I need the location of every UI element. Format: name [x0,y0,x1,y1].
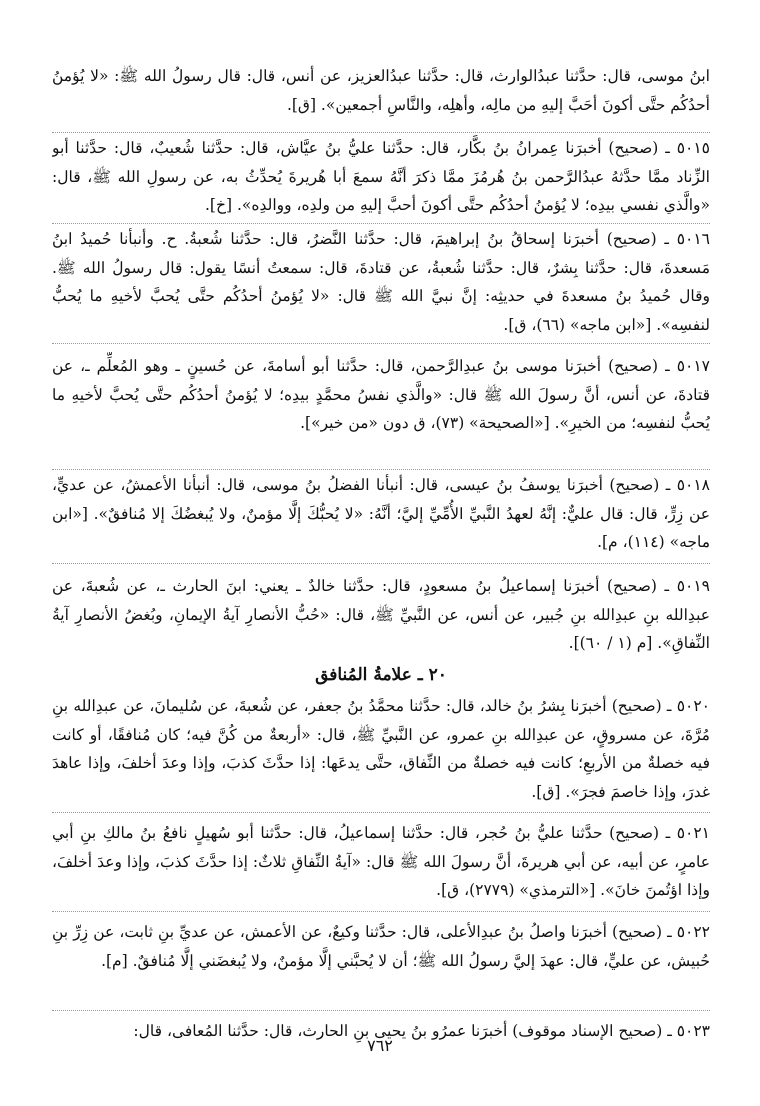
divider [52,812,710,813]
hadith-5018: ٥٠١٨ ـ (صحيح) أخبرَنا يوسفُ بنُ عيسى، قال: أنبأنا الفضلُ بنُ موسى، قال: أنبأنا الأعمشُ، عن عديٍّ، عن زِرٍّ، قال: قال عليٌّ: إنَّهُ لعهدُ النَّبيِّ الأُمِّيِّ إليَّ؛ أنَّهُ: «لا يُحبُّكَ إلَّا مؤمنٌ، ولا يُبغضُكَ إلا مُنافقٌ». [«ابن ماجه» (١١٤)، م]. [52,476,710,552]
hadith-5016: ٥٠١٦ ـ (صحيح) أخبرَنا إسحاقُ بنُ إبراهيمَ، قال: حدَّثنا النَّضرُ، قال: حدَّثنا شُعبةُ. ح. وأنبأنا حُميدُ ابنُ مَسعدةَ، قال: حدَّثنا بِشرٌ، قال: حدَّثنا شُعبةُ، عن قتادةَ، قال: سمعتُ أنسًا يقول: قال رسولُ الله ﷺ. وقال حُميدُ بنُ مسعدةَ في حديثِه: إنَّ نبيَّ الله ﷺ قال: «لا يُؤمنُ أحدُكُم حتَّى يُحبَّ لأخيهِ ما يُحبُّ لنفسِه». [«ابن ماجه» (٦٦)، ق]. [52,230,710,334]
chapter-heading: ٢٠ ـ علامةُ المُنافق [315,665,447,685]
hadith-5017: ٥٠١٧ ـ (صحيح) أخبرَنا موسى بنُ عبدِالرَّحمن، قال: حدَّثنا أبو أسامةَ، عن حُسينٍ ـ وهو المُعلِّم ـ، عن قتادةَ، عن أنس، أنَّ رسولَ الله ﷺ قال: «والَّذي نفسُ محمَّدٍ بيدِه؛ لا يُؤمنُ أحدُكُم حتَّى يُحبَّ لأخيهِ ما يُحبُّ لنفسِه؛ من الخيرِ». [«الصحيحة» (٧٣)، ق دون «من خير»]. [52,357,710,433]
hadith-5023: ٥٠٢٣ ـ (صحيح الإسناد موقوف) أخبرَنا عمرُو بنُ يحيى بنِ الحارث، قال: حدَّثنا المُعافى، قال: [133,1022,710,1040]
divider [52,343,710,344]
hadith-5021: ٥٠٢١ ـ (صحيح) حدَّثنا عليُّ بنُ حُجر، قال: حدَّثنا إسماعيلُ، قال: حدَّثنا أبو سُهيلٍ نافعُ بنُ مالكِ بنِ أبي عامرٍ، عن أبيه، عن أبي هريرةَ، أنَّ رسولَ الله ﷺ قال: «آيةُ النِّفاقِ ثلاثٌ: إذا حدَّثَ كذبَ، وإذا وعدَ أخلفَ، وإذا اؤتُمنَ خانَ». [«الترمذي» (٢٧٧٩)، ق]. [52,824,710,900]
divider [52,223,710,224]
hadith-5020: ٥٠٢٠ ـ (صحيح) أخبرَنا بِشرُ بنُ خالد، قال: حدَّثنا محمَّدُ بنُ جعفر، عن شُعبةَ، عن سُليمانَ، عن عبدِالله بنِ مُرَّةَ، عن مسروقٍ، عن عبدِالله بنِ عمرو، عن النَّبيِّ ﷺ، قال: «أربعةٌ من كُنَّ فيه؛ كان مُنافقًا، أو كانت فيه خصلةٌ من الأربعِ؛ كانت فيه خصلةٌ من النِّفاق، حتَّى يدعَها: إذا حدَّثَ كذبَ، وإذا وعدَ أخلفَ، وإذا عاهدَ غدرَ، وإذا خاصمَ فجرَ». [ق]. [52,697,710,801]
divider [52,132,710,133]
divider [52,563,710,564]
divider [52,469,710,470]
hadith-5019: ٥٠١٩ ـ (صحيح) أخبرَنا إسماعيلُ بنُ مسعودٍ، قال: حدَّثنا خالدٌ ـ يعني: ابنَ الحارث ـ، عن شُعبةَ، عن عبدِالله بنِ عبدِالله بنِ جُبير، عن أنس، عن النَّبيِّ ﷺ، قال: «حُبُّ الأنصارِ آيةُ الإيمانِ، وبُغضُ الأنصارِ آيةُ النِّفاقِ». [م (١ / ٦٠)]. [52,577,710,653]
divider [52,1010,710,1011]
divider [52,911,710,912]
page-number: ٧٦٢ [367,1036,393,1055]
hadith-5022: ٥٠٢٢ ـ (صحيح) أخبرَنا واصلُ بنُ عبدِالأعلى، قال: حدَّثنا وكيعٌ، عن الأعمش، عن عديِّ بنِ ثابت، عن زِرِّ بنِ حُبيش، عن عليٍّ، قال: عهدَ إليَّ رسولُ الله ﷺ؛ أن لا يُحبَّني إلَّا مؤمنٌ، ولا يُبغضَني إلَّا مُنافقٌ. [م]. [52,923,710,970]
hadith-continuation: ابنُ موسى، قال: حدَّثنا عبدُالوارث، قال: حدَّثنا عبدُالعزيز، عن أنس، قال: قال رسولُ الله ﷺ: «لا يُؤمنُ أحدُكُم حتَّى أكونَ أحَبَّ إليهِ من مالِه، وأهلِه، والنَّاسِ أجمعين». [ق]. [52,67,710,114]
page-body [52,62,710,1046]
hadith-5015: ٥٠١٥ ـ (صحيح) أخبرَنا عِمرانُ بنُ بكَّار، قال: حدَّثنا عليُّ بنُ عيَّاش، قال: حدَّثنا شُعيبٌ، قال: حدَّثنا أبو الزِّناد ممَّا حدَّثهُ عبدُالرَّحمن بنُ هُرمُزَ ممَّا ذكرَ أنَّهُ سمعَ أبا هُريرةَ يُحدِّثُ به، عن رسولِ الله ﷺ، قال: «والَّذي نفسي بيدِه؛ لا يُؤمنُ أحدُكُم حتَّى أكونَ أحبَّ إليهِ من ولدِه، ووالدِه». [خ]. [52,139,710,215]
